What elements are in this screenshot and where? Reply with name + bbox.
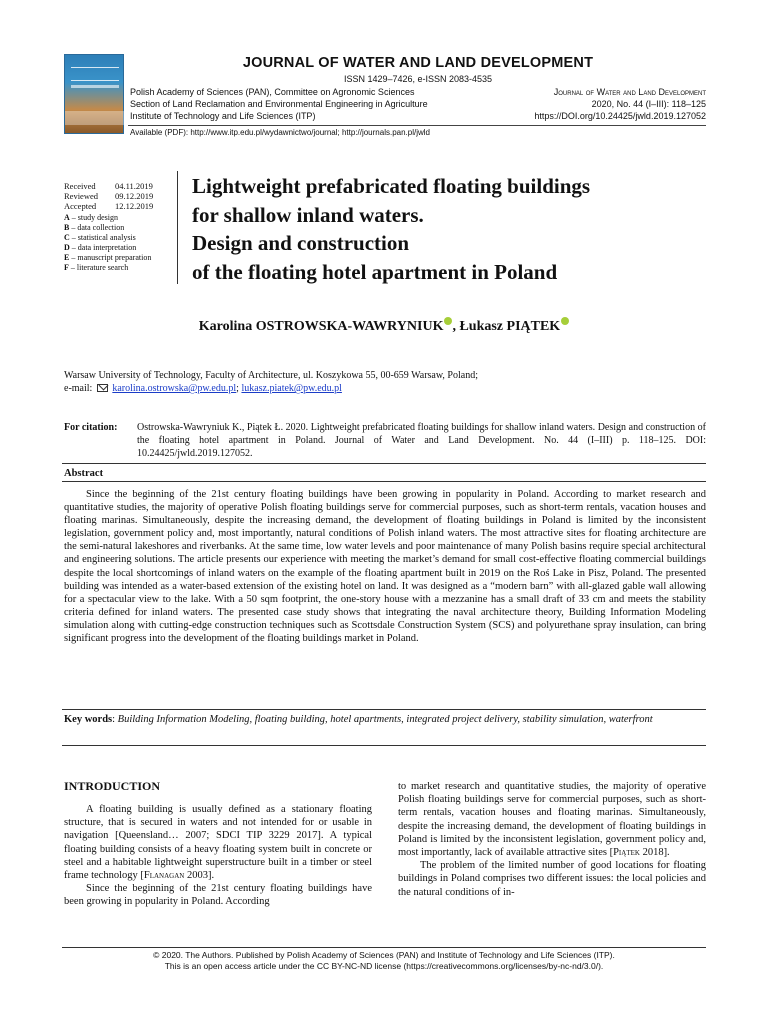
citation-text: Ostrowska-Wawryniuk K., Piątek Ł. 2020. Lightweight prefabricated floating buildings for shallow inland waters. Design and construction of the floating hotel apartment in Poland. Journal of Water and Land Development. No. 44 (I–III) p. 118–125. DOI: 10.24425/jwld.2019.127052. [137,422,706,459]
section-heading-introduction: INTRODUCTION [64,779,161,793]
header-divider [128,125,706,126]
paragraph-continued: to market research and quantitative studies, the majority of operative Polish floating buildings serve for commercial purposes, such as short-term rentals, vacation houses and floating marinas. Simultaneously, despite the increasing demand, the development of floating buildings in Poland is limited by the inconsistent legislation, government policy and, most importantly, lack of available attractive sites [Piątek 2018]. [398,781,706,859]
divider-above-abstract [62,463,706,464]
affiliation: Warsaw University of Technology, Faculty of Architecture, ul. Koszykowa 55, 00-659 Warsaw, Poland; e-mail: karolina.ostrowska@pw.edu.pl; lukasz.piatek@pw.edu.pl [64,370,478,394]
envelope-icon [97,384,108,392]
divider-below-keywords [62,745,706,746]
available-links[interactable]: Available (PDF): http://www.itp.edu.pl/wydawnictwo/journal; http://journals.pan.pl/jwld [130,128,430,137]
email-label: e-mail: [64,383,93,394]
journal-cover-image [64,54,124,134]
article-title [192,172,590,286]
authors: Karolina OSTROWSKA-WAWRYNIUK , Łukasz PIĄTEK [0,317,768,335]
author-name[interactable]: Łukasz PIĄTEK [459,319,561,334]
author-contributions [64,213,151,273]
paragraph: The problem of the limited number of good locations for floating buildings in Poland comprises two different issues: the local policies and the natural conditions of in- [398,860,706,898]
paragraph: Since the beginning of the 21st century floating buildings have been growing in popularity in Poland. According [64,883,372,908]
dates-block [64,181,153,211]
title-line: of the floating hotel apartment in Poland [192,259,558,284]
author-name[interactable]: Karolina OSTROWSKA-WAWRYNIUK [198,319,444,334]
title-line: Design and construction [192,231,410,255]
abstract-heading: Abstract [64,468,104,479]
footer-divider [62,947,706,948]
paragraph: A floating building is usually defined as a stationary floating structure, that is secured in waters and not intended for or usable in navigation [Queensland… 2007; SDCI TIP 3229 2017]. A typical floating building consists of a heavy floating system built in concrete or steel and a habitable lightweight superstructure built in a timber or steel frame technology [Flanagan 2003]. [64,804,372,882]
email-link-1[interactable]: karolina.ostrowska@pw.edu.pl [112,383,237,394]
footer-line-2: This is an open access article under the CC BY-NC-ND license (https://creativecommons.org/licenses/by-nc-nd/3.0/). [164,961,604,971]
journal-title: JOURNAL OF WATER AND LAND DEVELOPMENT [242,55,594,71]
title-line: for shallow inland waters. [192,202,424,227]
date-accepted: Accepted 12.12.2019 [64,201,154,211]
orcid-icon[interactable] [561,317,569,325]
contribution-item: E – manuscript preparation [64,253,152,262]
contribution-item: C – statistical analysis [64,233,136,242]
divider-below-abstract-heading [62,481,706,482]
license-footer [0,950,768,972]
date-received: Received 04.11.2019 [64,181,153,191]
journal-name-right: Journal of Water and Land Development [553,87,706,97]
doi-link[interactable]: https://DOI.org/10.24425/jwld.2019.127052 [534,111,706,121]
issue-info: 2020, No. 44 (I–III): 118–125 [591,99,706,109]
publisher-line-1: Polish Academy of Sciences (PAN), Committee on Agronomic Sciences [130,87,415,97]
citation-label: For citation: [64,422,118,433]
email-link-2[interactable]: lukasz.piatek@pw.edu.pl [241,383,342,394]
divider-above-keywords [62,709,706,710]
affiliation-line: Warsaw University of Technology, Faculty of Architecture, ul. Koszykowa 55, 00-659 Warsaw, Poland; [64,370,478,381]
footer-line-1: © 2020. The Authors. Published by Polish Academy of Sciences (PAN) and Institute of Technology and Life Sciences (ITP). [153,950,615,960]
title-line: Lightweight prefabricated floating buildings [192,174,591,198]
contribution-item: F – literature search [64,263,129,272]
column-right [398,780,706,899]
date-reviewed: Reviewed 09.12.2019 [64,191,154,201]
keywords: Key words: Building Information Modeling, floating building, hotel apartments, integrated project delivery, stability simulation, waterfront [64,714,653,725]
contribution-item: B – data collection [64,223,125,232]
issn: ISSN 1429–7426, e-ISSN 2083-4535 [343,74,493,84]
contribution-item: A – study design [64,213,119,222]
publisher-line-3: Institute of Technology and Life Sciences (ITP) [130,111,316,121]
vertical-divider [177,171,178,284]
column-left [64,803,372,909]
publisher-line-2: Section of Land Reclamation and Environmental Engineering in Agriculture [130,99,428,109]
contribution-item: D – data interpretation [64,243,137,252]
abstract-text: Since the beginning of the 21st century floating buildings have been growing in popularity in Poland. According to market research and quantitative studies, the majority of operative Polish floating buildings serve for commercial purposes, such as short-term rentals, vacation houses and floating marinas. Simultaneously, despite the increasing demand, the development of floating buildings in Poland is limited by the inconsistent legislation, government policy and, most importantly, natural conditions of Polish inland waters. The most attractive sites for floating architecture are the semi-natural lakeshores and riverbanks. At the same time, low water levels and poor maintenance of many Polish basins require special architectural and engineering solutions. The article presents our experience with meeting the market’s demand for small cost-effective floating commercial buildings despite the local shortcomings of inland waters on the example of the floating apartment built in 2019 on the Roś Lake in Pisz, Poland. The presented building was intended as a water-based extension of the existing hotel on land. It was designed as a “modern barn” with all-glazed gable wall allowing for a spectacular view to the lake. With a 50 sqm footprint, the one-story house with a mezzanine has a small draft of 33 cm and meets the stability criteria defined for inland waters. The presented case study shows that integrating the naval architecture theory, Building Information Modeling simulation along with cutting-edge construction techniques such as Scottsdale Construction System (SCS) and polyurethane spray insulation, can bring significant progress into the development of the floating buildings market in Poland. [64,489,706,645]
